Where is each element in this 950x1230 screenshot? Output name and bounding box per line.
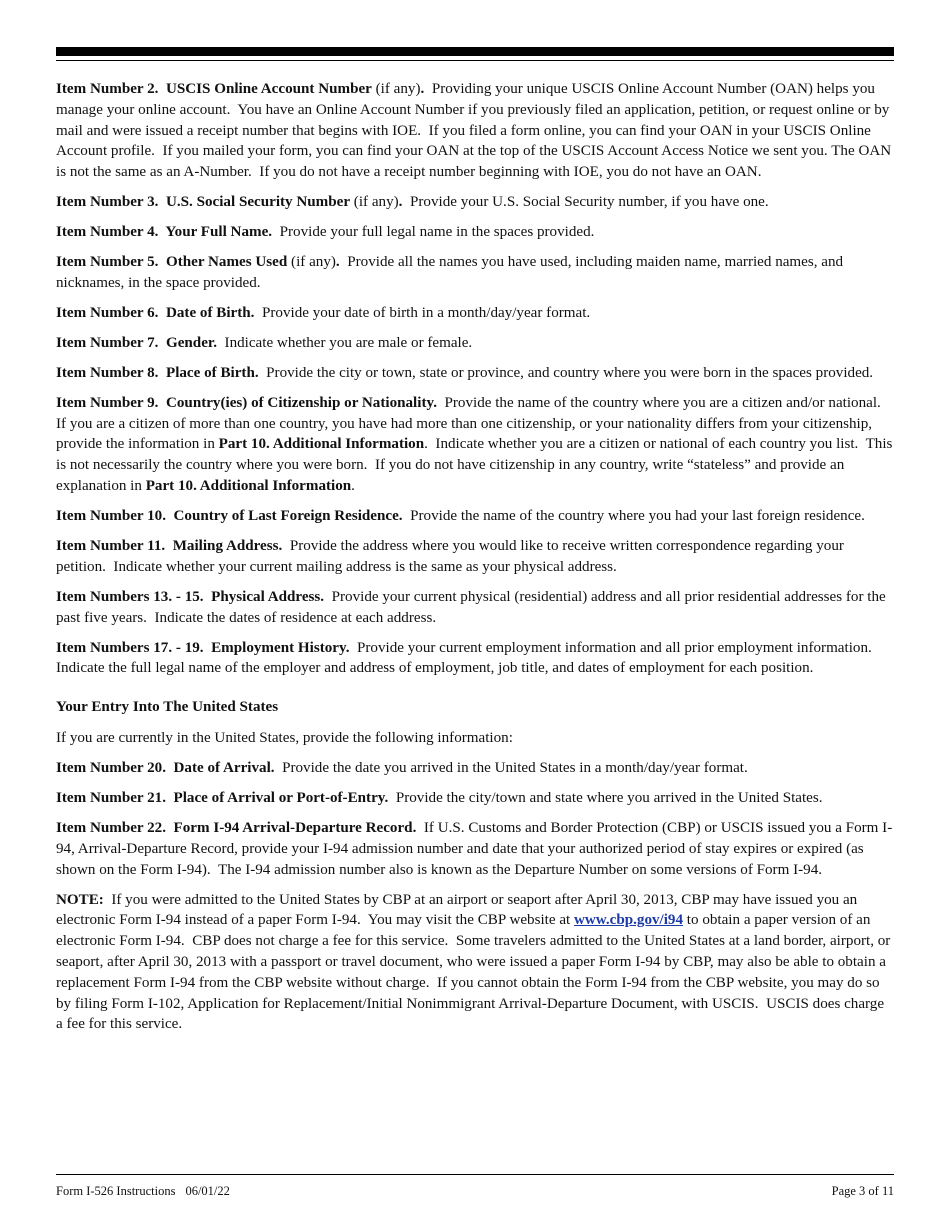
item-2: Item Number 2. USCIS Online Account Number (if any). Providing your unique USCIS Online Account Number (OAN) helps you manage your online account. You have an Online Account Number if you previously filed an application, petition, or request online or by mail and were issued a receipt number that begins with IOE. If you filed a form online, you can find your OAN in your USCIS Online Account profile. If you mailed your form, you can find your OAN at the top of the USCIS Account Access Notice we sent you. The OAN is not the same as an A-Number. If you do not have a receipt number beginning with IOE, you do not have an OAN.: [56, 81, 895, 181]
page-footer: [56, 1184, 894, 1199]
section-heading: Your Entry Into The United States: [56, 699, 279, 716]
cbp-i94-link[interactable]: www.cbp.gov/i94: [574, 912, 684, 929]
item-17-19: Item Numbers 17. - 19. Employment History. Provide your current employment information and all prior employment information. Indicate the full legal name of the employer and address of employment, job title, and dates of employment for each position.: [56, 639, 880, 677]
item-4: Item Number 4. Your Full Name. Provide your full legal name in the spaces provided.: [56, 224, 595, 241]
header-rule-thin: [56, 60, 894, 61]
footer-form-info: Form I-526 Instructions 06/01/22: [56, 1184, 230, 1198]
item-10: Item Number 10. Country of Last Foreign Residence. Provide the name of the country where you had your last foreign residence.: [56, 508, 865, 525]
item-20: Item Number 20. Date of Arrival. Provide the date you arrived in the United States in a month/day/year format.: [56, 759, 748, 776]
item-9: Item Number 9. Country(ies) of Citizenship or Nationality. Provide the name of the country where you are a citizen and/or national. If you are a citizen of more than one country, you have had more than one citizenship, or your nationality differs from your citizenship, provide the information in Part 10. Additional Information. Indicate whether you are a citizen or national of each country you list. This is not necessarily the country where you were born. If you do not have citizenship in any country, write “stateless” and provide an explanation in Part 10. Additional Information.: [56, 394, 897, 495]
item-22: Item Number 22. Form I-94 Arrival-Departure Record. If U.S. Customs and Border Protection (CBP) or USCIS issued you a Form I-94, Arrival-Departure Record, provide your I-94 admission number and date that your authorized period of stay expires or expired (as shown on the Form I-94). The I-94 admission number also is known as the Departure Number on some versions of Form I-94.: [56, 819, 893, 878]
page-number: Page 3 of 11: [831, 1184, 894, 1198]
item-5: Item Number 5. Other Names Used (if any). Provide all the names you have used, including maiden name, married names, and nicknames, in the space provided.: [56, 254, 847, 291]
item-6: Item Number 6. Date of Birth. Provide your date of birth in a month/day/year format.: [56, 304, 591, 321]
entry-intro: If you are currently in the United States, provide the following information:: [56, 729, 513, 746]
header-rule-thick: [56, 47, 894, 56]
footer-rule: [56, 1174, 894, 1175]
item-3: Item Number 3. U.S. Social Security Number (if any). Provide your U.S. Social Security number, if you have one.: [56, 194, 769, 211]
instructions-body: [56, 79, 897, 1044]
note: NOTE: If you were admitted to the United States by CBP at an airport or seaport after April 30, 2013, CBP may have issued you an electronic Form I-94 instead of a paper Form I-94. You may visit the CBP website at www.cbp.gov/i94 to obtain a paper version of an electronic Form I-94. CBP does not charge a fee for this service. Some travelers admitted to the United States at a land border, airport, or seaport, after April 30, 2013 with a passport or travel document, who were issued a paper Form I-94 by CBP, may also be able to obtain a replacement Form I-94 from the CBP website without charge. If you cannot obtain the Form I-94 from the CBP website, you may do so by filing Form I-102, Application for Replacement/Initial Nonimmigrant Arrival-Departure Document, with USCIS. USCIS does charge a fee for this service.: [56, 891, 895, 1033]
item-21: Item Number 21. Place of Arrival or Port-of-Entry. Provide the city/town and state where you arrived in the United States.: [56, 789, 823, 806]
item-11: Item Number 11. Mailing Address. Provide the address where you would like to receive written correspondence regarding your petition. Indicate whether your current mailing address is the same as your physical address.: [56, 538, 848, 575]
item-7: Item Number 7. Gender. Indicate whether you are male or female.: [56, 334, 473, 351]
item-8: Item Number 8. Place of Birth. Provide the city or town, state or province, and country where you were born in the spaces provided.: [56, 364, 874, 381]
item-13-15: Item Numbers 13. - 15. Physical Address. Provide your current physical (residential) address and all prior residential addresses for the past five years. Indicate the dates of residence at each address.: [56, 588, 890, 626]
